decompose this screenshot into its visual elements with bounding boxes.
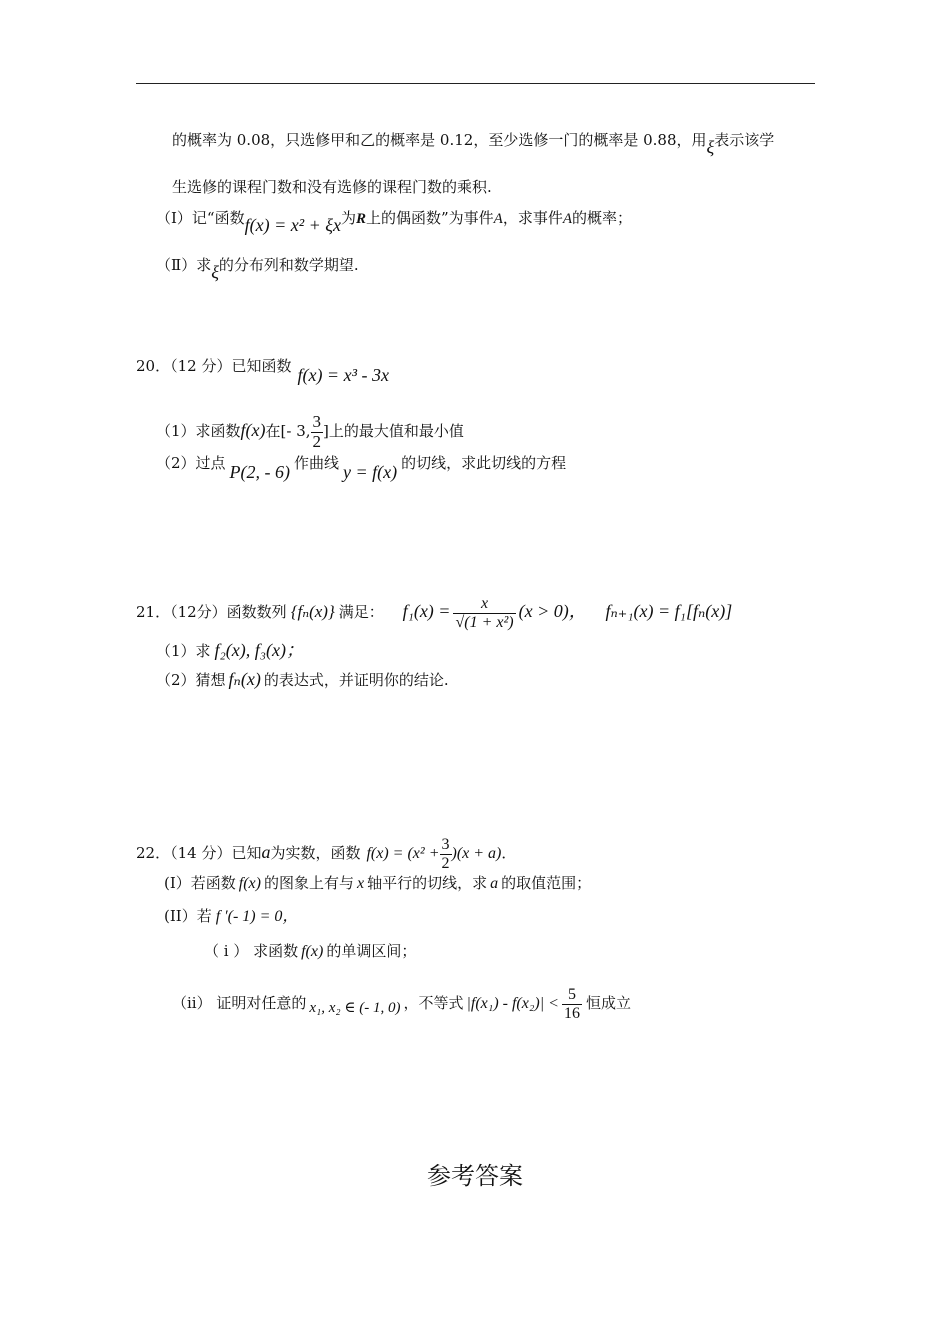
q21-part1: （1）求 f₂(x), f₃(x)；	[156, 640, 305, 660]
q20-part2: （2）过点 P(2, - 6) 作曲线 y = f(x) 的切线，求此切线的方程	[156, 454, 567, 482]
q22-part2-i: （ i ） 求函数 f(x) 的单调区间；	[204, 942, 417, 960]
header-rule	[136, 83, 815, 84]
q22-part2: (II）若 f ′(- 1) = 0，	[164, 907, 299, 925]
q19-line2: 生选修的课程门数和没有选修的课程门数的乘积.	[172, 178, 492, 196]
q19-part2: （Ⅱ）求ξ的分布列和数学期望.	[156, 256, 359, 282]
xi-symbol: ξ	[706, 137, 715, 157]
q22-part2-ii: （ii） 证明对任意的 x₁, x₂ ∈ (- 1, 0) ，不等式 |f(x₁) - f(x₂)| < $\frac{5}{16}$ 恒成立	[172, 986, 631, 1022]
q22-header: 22．（14 分）已知a为实数，函数 f(x) = (x² + $\frac{3}{2}$ )(x + a)．	[136, 836, 517, 872]
q21-part2: （2）猜想 fₙ(x) 的表达式，并证明你的结论.	[156, 669, 449, 689]
q19-part1: （Ⅰ）记“函数f(x) = x² + ξx为R上的偶函数”为事件A，求事件A的概率；	[156, 209, 633, 235]
q19-line1: 的概率为 0.08，只选修甲和乙的概率是 0.12，至少选修一门的概率是 0.88，用ξ表示该学	[172, 131, 775, 157]
q21-header: 21．（12分）函数数列 {fₙ(x)} 满足： f₁(x) = $\frac{x}{\text{√(1 + x²)}}$ (x > 0)， fₙ₊₁(x) = f₁[fₙ(x)]	[136, 595, 733, 631]
q22-part1: (I）若函数 f(x) 的图象上有与 x 轴平行的切线，求 a 的取值范围；	[164, 874, 592, 892]
q20-header: 20．（12 分）已知函数 f(x) = x³ - 3x	[136, 357, 389, 385]
q20-part1: （1）求函数f(x)在[- 3, $\frac{3}{2}$ ]上的最大值和最小值	[156, 412, 464, 451]
answer-section-title: 参考答案	[427, 1162, 523, 1190]
